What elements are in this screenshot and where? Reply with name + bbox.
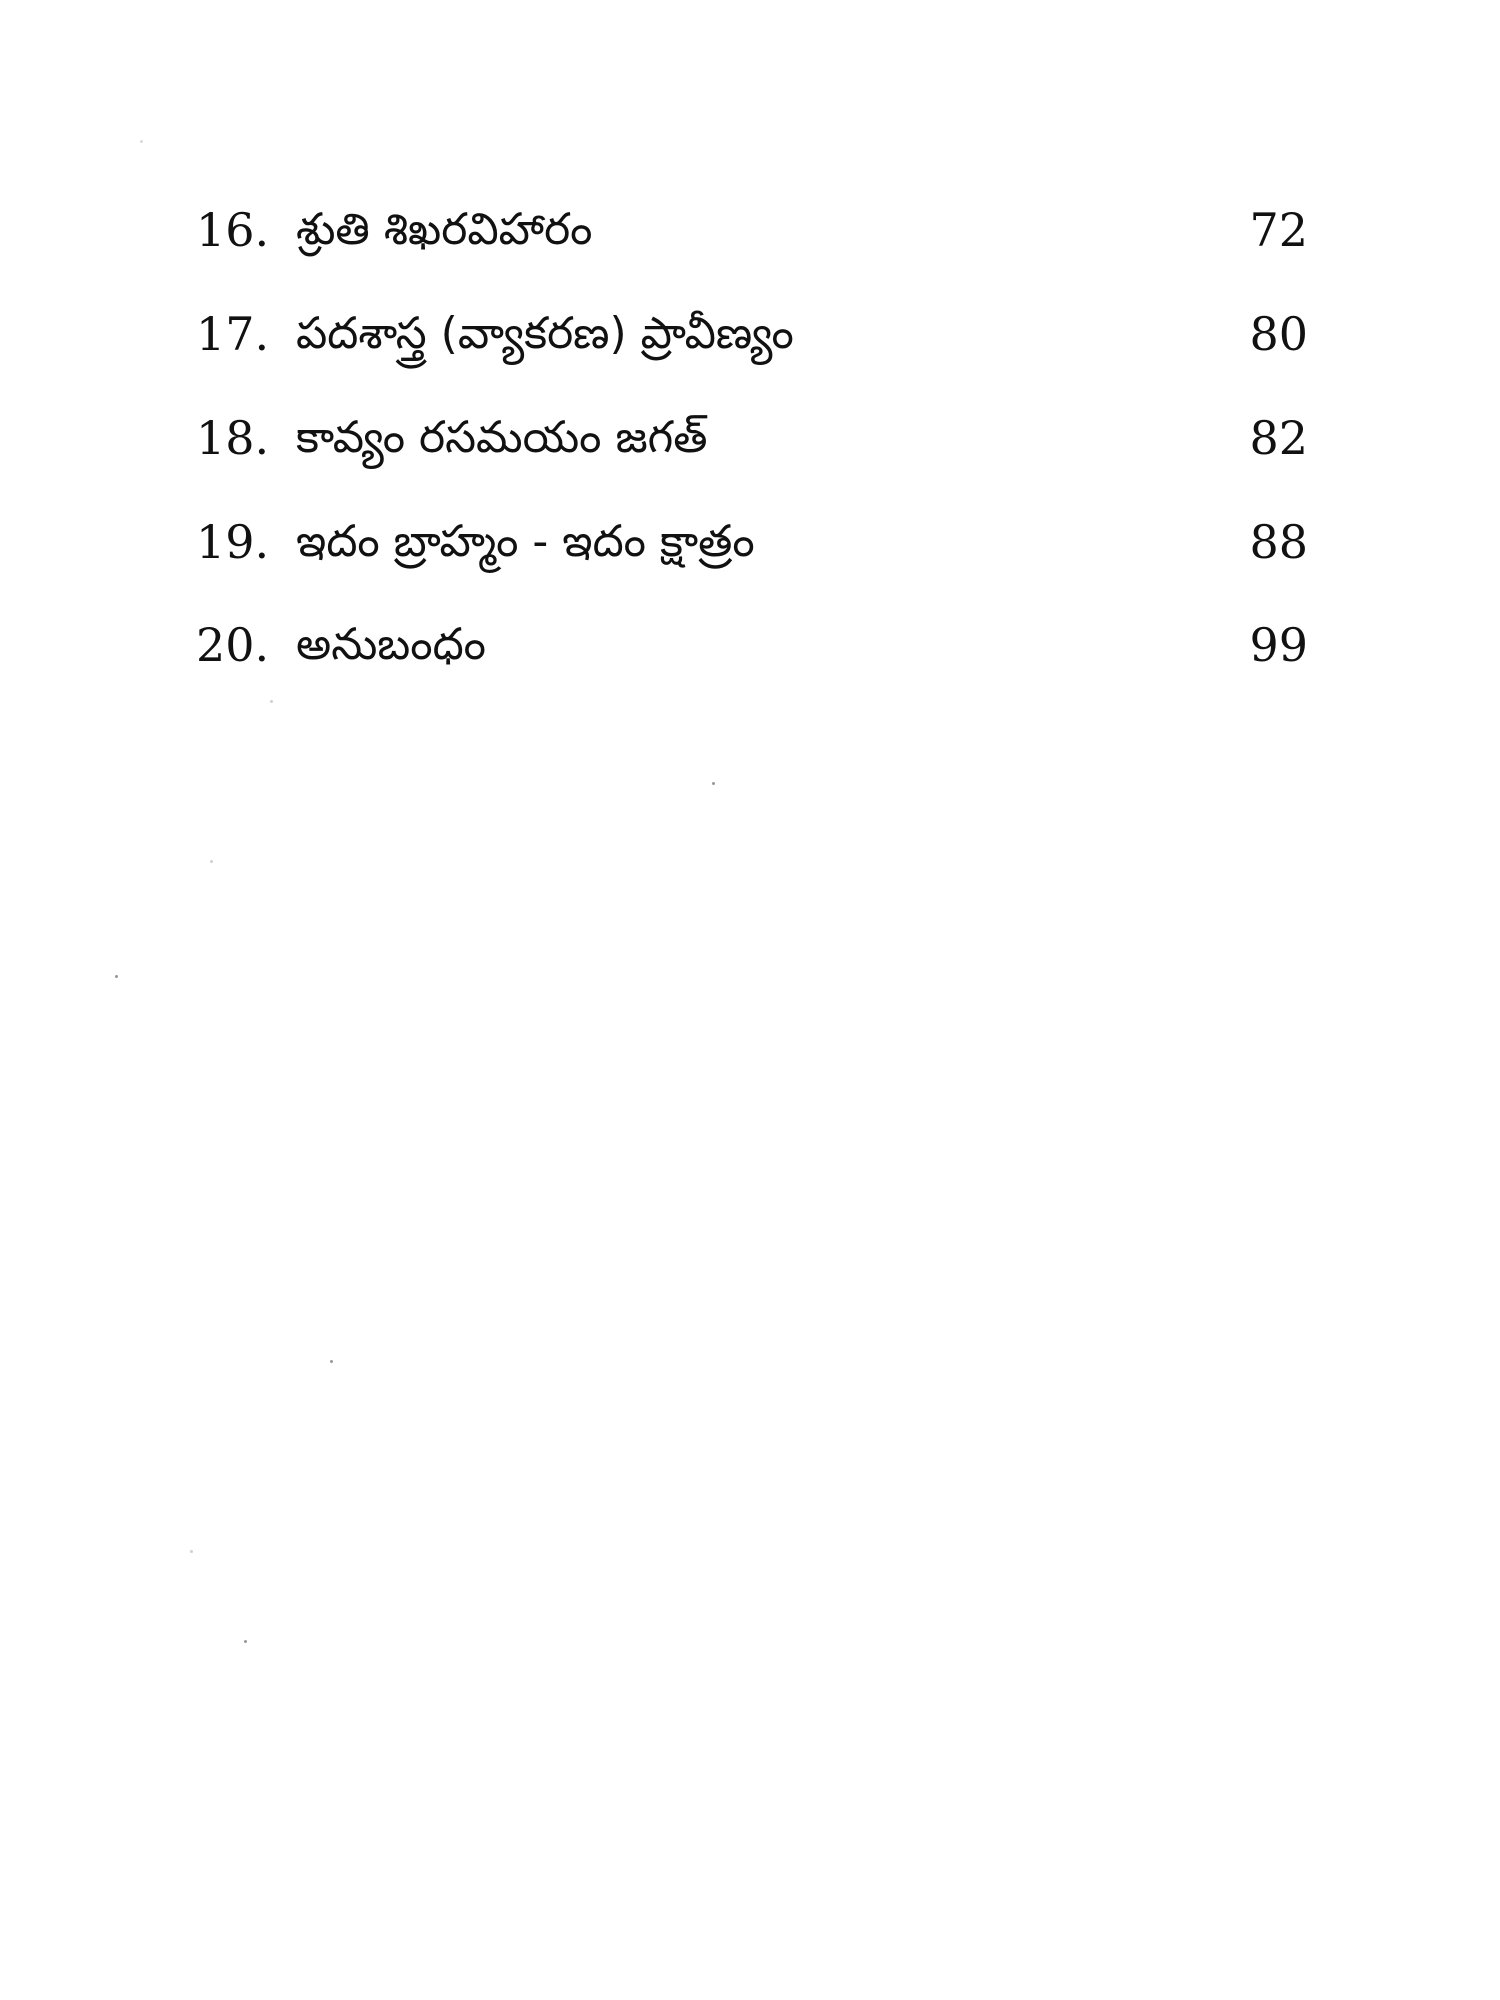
scan-speck [330, 1360, 333, 1363]
scan-speck [712, 782, 715, 785]
toc-entry [196, 398, 1308, 478]
entry-title: ఇదం బ్రాహ్మం - ఇదం క్షాత్రం [296, 516, 755, 567]
entry-number: 20. [196, 618, 270, 672]
entry-number: 17. [196, 307, 270, 361]
entry-title: పదశాస్త్ర (వ్యాకరణ) ప్రావీణ్యం [296, 308, 794, 359]
entry-number: 19. [196, 515, 270, 569]
scan-speck [190, 1550, 193, 1553]
toc-entry [196, 502, 1308, 582]
toc-entry [196, 605, 1308, 685]
entry-page-number: 88 [1249, 515, 1308, 569]
entry-number: 16. [196, 203, 270, 257]
toc-entry [196, 294, 1308, 374]
scan-speck [270, 700, 273, 703]
scan-speck [115, 975, 118, 978]
entry-title: అనుబంధం [296, 619, 486, 670]
toc-entry [196, 190, 1308, 270]
scan-speck [210, 860, 213, 863]
scan-speck [244, 1640, 247, 1643]
scan-speck [140, 140, 143, 143]
entry-page-number: 82 [1249, 411, 1308, 465]
entry-page-number: 72 [1249, 203, 1308, 257]
entry-number: 18. [196, 411, 270, 465]
entry-page-number: 80 [1249, 307, 1308, 361]
entry-title: కావ్యం రసమయం జగత్ [296, 412, 708, 463]
entry-title: శ్రుతి శిఖరవిహారం [296, 204, 593, 255]
entry-page-number: 99 [1249, 618, 1308, 672]
